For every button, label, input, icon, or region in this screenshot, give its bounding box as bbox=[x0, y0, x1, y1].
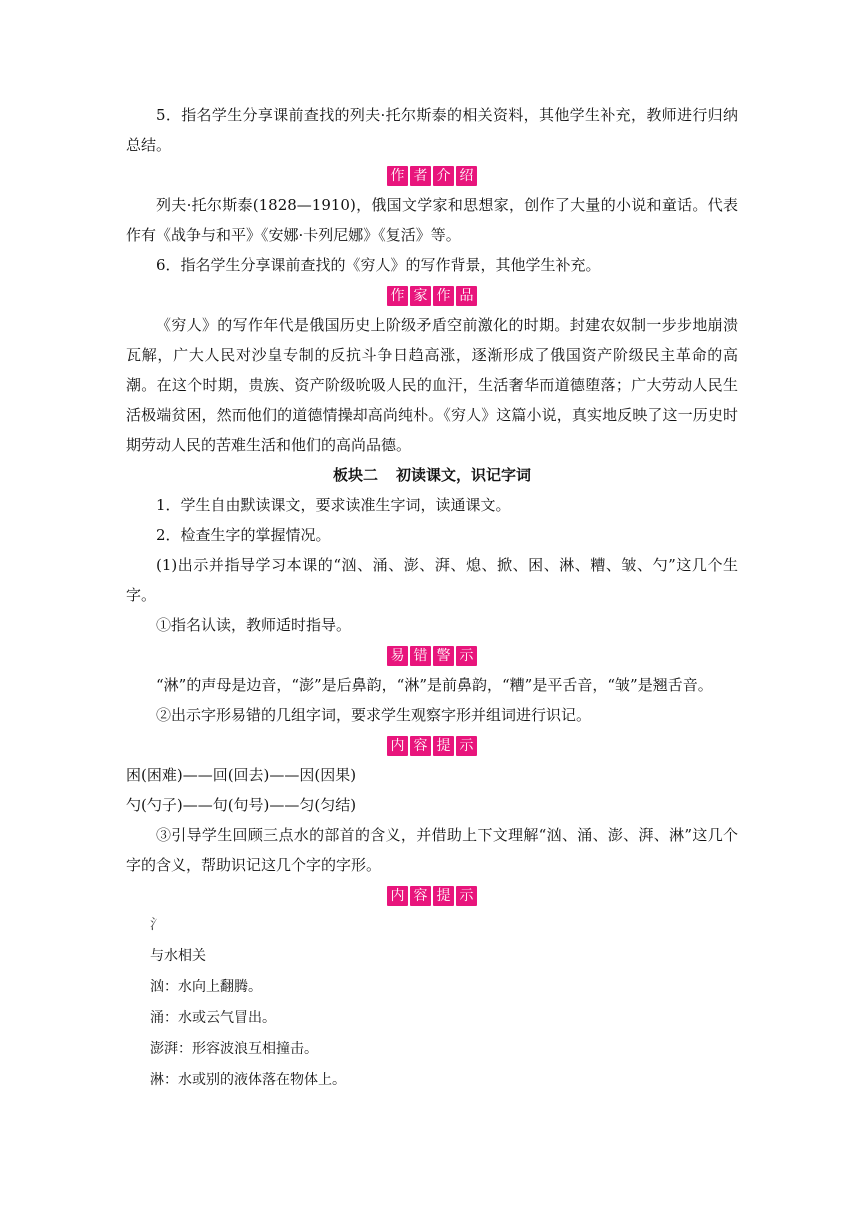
paragraph-step-6: 6．指名学生分享课前查找的《穷人》的写作背景，其他学生补充。 bbox=[156, 256, 601, 274]
tag-char: 容 bbox=[410, 886, 431, 906]
document-content bbox=[126, 100, 738, 1096]
tag-char: 作 bbox=[387, 166, 408, 186]
tag-char: 品 bbox=[456, 286, 477, 306]
section-number: 板块二 bbox=[332, 466, 378, 484]
tag-char: 者 bbox=[410, 166, 431, 186]
tag-content-hint-1 bbox=[126, 730, 738, 760]
tag-char: 介 bbox=[433, 166, 454, 186]
tag-badge bbox=[387, 646, 477, 666]
step-1: 1．学生自由默读课文，要求读准生字词，读通课文。 bbox=[156, 496, 511, 514]
tag-char: 提 bbox=[433, 736, 454, 756]
tag-char: 作 bbox=[433, 286, 454, 306]
paragraph-warning: “淋”的声母是边音，“澎”是后鼻韵，“淋”是前鼻韵，“糟”是平舌音，“皱”是翘舌音。 bbox=[156, 676, 713, 694]
tag-badge bbox=[387, 886, 477, 906]
tag-char: 内 bbox=[387, 886, 408, 906]
tag-badge bbox=[387, 736, 477, 756]
step-2-1: (1)出示并指导学习本课的“汹、涌、澎、湃、熄、掀、困、淋、糟、皱、勺”这几个生字。 bbox=[126, 556, 738, 604]
radical-symbol: 氵 bbox=[150, 917, 164, 933]
tag-char: 示 bbox=[456, 736, 477, 756]
tag-badge bbox=[387, 166, 477, 186]
paragraph-work-info: 《穷人》的写作年代是俄国历史上阶级矛盾空前激化的时期。封建农奴制一步步地崩溃瓦解，广大人民对沙皇专制的反抗斗争日趋高涨，逐渐形成了俄国资产阶级民主革命的高潮。在这个时期，贵族、资产阶级吮吸人民的血汗，生活奢华而道德堕落；广大劳动人民生活极端贫困，然而他们的道德情操却高尚纯朴。《穷人》这篇小说，真实地反映了这一历史时期劳动人民的苦难生活和他们的高尚品德。 bbox=[126, 316, 738, 454]
tag-badge bbox=[387, 286, 477, 306]
section-heading bbox=[126, 460, 738, 490]
paragraph-step-5: 5．指名学生分享课前查找的列夫·托尔斯泰的相关资料，其他学生补充，教师进行归纳总结。 bbox=[126, 106, 738, 154]
definition-4: 淋：水或别的液体落在物体上。 bbox=[150, 1072, 346, 1088]
tag-char: 示 bbox=[456, 646, 477, 666]
tag-content-hint-2 bbox=[126, 880, 738, 910]
tag-char: 绍 bbox=[456, 166, 477, 186]
tag-author-works bbox=[126, 280, 738, 310]
tag-char: 家 bbox=[410, 286, 431, 306]
definition-2: 涌：水或云气冒出。 bbox=[150, 1010, 276, 1026]
definition-3: 澎湃：形容波浪互相撞击。 bbox=[150, 1041, 318, 1057]
hint-line-2: 勺(勺子)——句(句号)——匀(匀结) bbox=[126, 796, 357, 814]
paragraph-author-info: 列夫·托尔斯泰(1828—1910)，俄国文学家和思想家，创作了大量的小说和童话。代表作有《战争与和平》《安娜·卡列尼娜》《复活》等。 bbox=[126, 196, 738, 244]
sub-step-3: ③引导学生回顾三点水的部首的含义，并借助上下文理解“汹、涌、澎、湃、淋”这几个字的含义，帮助识记这几个字的字形。 bbox=[126, 826, 738, 874]
tag-char: 作 bbox=[387, 286, 408, 306]
radical-meaning: 与水相关 bbox=[150, 948, 206, 964]
tag-char: 易 bbox=[387, 646, 408, 666]
sub-step-1: ①指名认读，教师适时指导。 bbox=[156, 616, 352, 634]
sub-step-2: ②出示字形易错的几组字词，要求学生观察字形并组词进行识记。 bbox=[156, 706, 592, 724]
tag-char: 容 bbox=[410, 736, 431, 756]
section-title: 初读课文，识记字词 bbox=[396, 466, 532, 484]
tag-char: 提 bbox=[433, 886, 454, 906]
tag-common-errors bbox=[126, 640, 738, 670]
tag-char: 内 bbox=[387, 736, 408, 756]
tag-char: 错 bbox=[410, 646, 431, 666]
definition-1: 汹：水向上翻腾。 bbox=[150, 979, 262, 995]
tag-char: 示 bbox=[456, 886, 477, 906]
tag-char: 警 bbox=[433, 646, 454, 666]
hint-line-1: 困(困难)——回(回去)——因(因果) bbox=[126, 766, 357, 784]
tag-author-intro bbox=[126, 160, 738, 190]
step-2: 2．检查生字的掌握情况。 bbox=[156, 526, 331, 544]
